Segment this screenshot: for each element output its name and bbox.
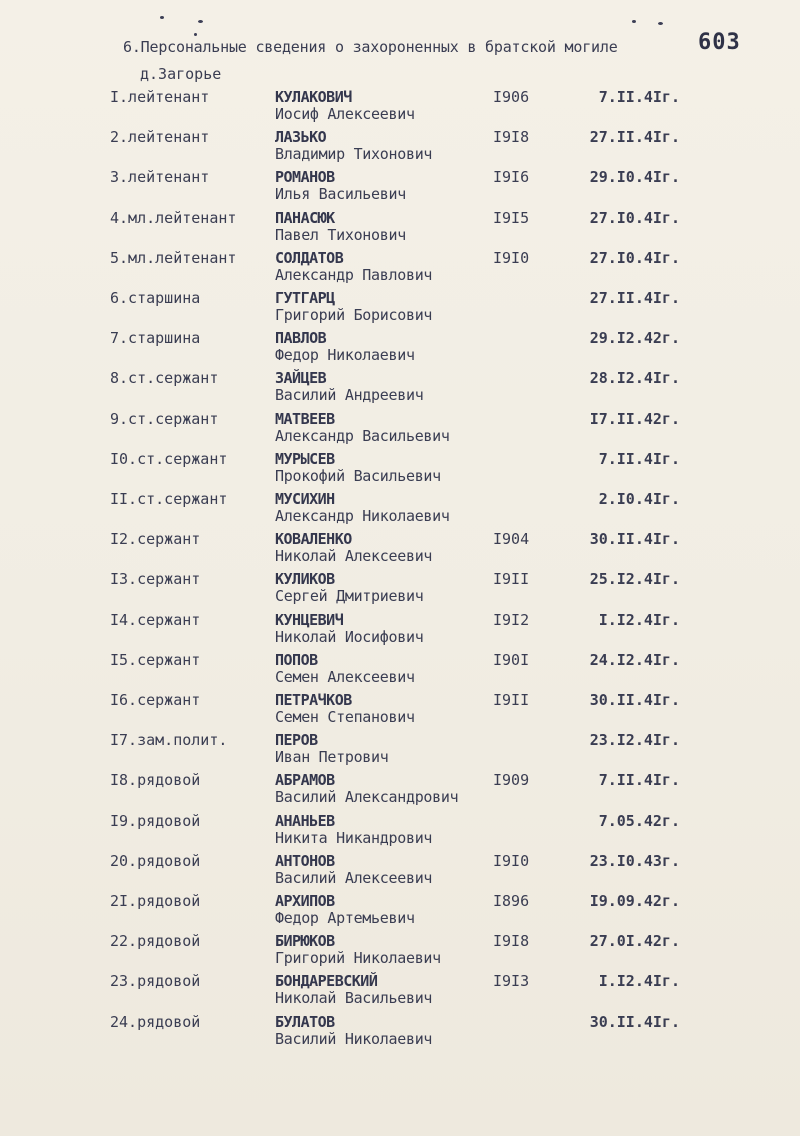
list-item (0, 731, 800, 771)
page-number: 603 (698, 30, 741, 55)
death-date-text: 7.II.4Iг. (598, 449, 680, 468)
death-date-text: 30.II.4Iг. (589, 530, 680, 549)
rank-text: 8.ст.сержант (110, 369, 219, 388)
list-item (0, 972, 800, 1012)
surname-text: СОЛДАТОВ (275, 248, 344, 267)
given-name-text: Василий Андреевич (275, 386, 424, 405)
rank-text: I9.рядовой (110, 811, 201, 830)
rank-text: I2.сержант (110, 530, 201, 549)
birth-year-text: I9I8 (493, 932, 530, 951)
rank-text: I8.рядовой (110, 771, 201, 790)
death-date-text: 2.I0.4Iг. (598, 490, 680, 508)
surname-text: АНАНЬЕВ (275, 811, 335, 830)
birth-year-text: I9I6 (493, 168, 530, 187)
surname-text: ПОПОВ (275, 650, 318, 669)
surname-text: БУЛАТОВ (275, 1012, 335, 1031)
death-date-text: 30.II.4Iг. (589, 691, 680, 709)
surname-text: МАТВЕЕВ (275, 409, 335, 428)
rank-text: 5.мл.лейтенант (110, 248, 237, 267)
surname-text: ГУТГАРЦ (275, 289, 335, 307)
surname-text: ПАНАСЮК (275, 208, 335, 227)
death-date-text: 25.I2.4Iг. (589, 570, 680, 589)
given-name-text: Семен Алексеевич (275, 667, 415, 686)
given-name-text: Николай Иосифович (275, 627, 424, 646)
rank-text: 2.лейтенант (110, 128, 210, 147)
list-item (0, 932, 800, 972)
birth-year-text: I90I (493, 650, 530, 669)
surname-text: АНТОНОВ (275, 851, 335, 870)
given-name-text: Семен Степанович (275, 708, 415, 726)
death-date-text: 27.I0.4Iг. (589, 248, 680, 267)
list-item (0, 691, 800, 731)
birth-year-text: I896 (493, 892, 530, 910)
rank-text: I0.ст.сержант (110, 449, 228, 468)
death-date-text: 24.I2.4Iг. (589, 650, 680, 669)
given-name-text: Никита Никандрович (275, 828, 433, 847)
surname-text: МУСИХИН (275, 490, 335, 508)
death-date-text: 27.II.4Iг. (589, 289, 680, 307)
given-name-text: Николай Алексеевич (275, 547, 433, 566)
list-item (0, 369, 800, 409)
surname-text: КОВАЛЕНКО (275, 530, 352, 549)
death-date-text: 30.II.4Iг. (589, 1012, 680, 1031)
list-item (0, 490, 800, 530)
surname-text: ПЕТРАЧКОВ (275, 691, 352, 709)
rank-text: 4.мл.лейтенант (110, 208, 237, 227)
rank-text: I.лейтенант (110, 88, 210, 106)
given-name-text: Александр Николаевич (275, 507, 450, 525)
list-item (0, 1013, 800, 1053)
surname-text: КУНЦЕВИЧ (275, 610, 344, 629)
given-name-text: Григорий Борисович (275, 306, 433, 324)
birth-year-text: I904 (493, 530, 530, 549)
given-name-text: Василий Алексеевич (275, 868, 433, 887)
rank-text: 7.старшина (110, 329, 201, 348)
section-heading: 6.Персональные сведения о захороненных в братской могиле (123, 38, 618, 56)
list-item (0, 852, 800, 892)
surname-text: КУЛИКОВ (275, 570, 335, 589)
list-item (0, 88, 800, 128)
surname-text: АБРАМОВ (275, 771, 335, 790)
rank-text: I6.сержант (110, 691, 201, 709)
list-item (0, 249, 800, 289)
given-name-text: Александр Павлович (275, 265, 433, 284)
given-name-text: Федор Николаевич (275, 346, 415, 365)
death-date-text: 7.II.4Iг. (598, 88, 680, 106)
death-date-text: 27.I0.4Iг. (589, 208, 680, 227)
list-item (0, 410, 800, 450)
given-name-text: Василий Александрович (275, 788, 459, 807)
given-name-text: Федор Артемьевич (275, 909, 415, 927)
given-name-text: Иван Петрович (275, 748, 389, 767)
list-item (0, 530, 800, 570)
surname-text: ПЕРОВ (275, 731, 318, 750)
given-name-text: Прокофий Васильевич (275, 466, 441, 485)
list-item (0, 450, 800, 490)
list-item (0, 128, 800, 168)
given-name-text: Илья Васильевич (275, 185, 406, 204)
rank-text: 6.старшина (110, 289, 201, 307)
death-date-text: I7.II.42г. (589, 409, 680, 428)
surname-text: АРХИПОВ (275, 892, 335, 910)
given-name-text: Николай Васильевич (275, 989, 433, 1008)
list-item (0, 812, 800, 852)
rank-text: 20.рядовой (110, 851, 201, 870)
surname-text: БОНДАРЕВСКИЙ (275, 972, 378, 991)
birth-year-text: I9II (493, 570, 530, 589)
rank-text: I5.сержант (110, 650, 201, 669)
surname-text: ПАВЛОВ (275, 329, 327, 348)
death-date-text: 29.I0.4Iг. (589, 168, 680, 187)
list-item (0, 771, 800, 811)
rank-text: 23.рядовой (110, 972, 201, 991)
given-name-text: Павел Тихонович (275, 225, 406, 244)
death-date-text: 23.I2.4Iг. (589, 731, 680, 750)
list-item (0, 611, 800, 651)
death-date-text: 27.0I.42г. (589, 932, 680, 951)
list-item (0, 289, 800, 329)
rank-text: 2I.рядовой (110, 892, 201, 910)
rank-text: I4.сержант (110, 610, 201, 629)
death-date-text: I.I2.4Iг. (598, 610, 680, 629)
list-item (0, 570, 800, 610)
given-name-text: Владимир Тихонович (275, 145, 433, 164)
death-date-text: 28.I2.4Iг. (589, 369, 680, 388)
death-date-text: 7.05.42г. (598, 811, 680, 830)
birth-year-text: I9II (493, 691, 530, 709)
rank-text: II.ст.сержант (110, 490, 228, 508)
surname-text: ЗАЙЦЕВ (275, 369, 327, 388)
birth-year-text: I9I2 (493, 610, 530, 629)
rank-text: I7.зам.полит. (110, 731, 228, 750)
surname-text: РОМАНОВ (275, 168, 335, 187)
surname-text: КУЛАКОВИЧ (275, 88, 352, 106)
death-date-text: 7.II.4Iг. (598, 771, 680, 790)
rank-text: I3.сержант (110, 570, 201, 589)
birth-year-text: I9I5 (493, 208, 530, 227)
death-date-text: 23.I0.43г. (589, 851, 680, 870)
surname-text: ЛАЗЬКО (275, 128, 327, 147)
birth-year-text: I9I3 (493, 972, 530, 991)
list-item (0, 209, 800, 249)
birth-year-text: I9I0 (493, 851, 530, 870)
birth-year-text: I906 (493, 88, 530, 106)
burial-location: д.Загорье (140, 65, 222, 83)
death-date-text: I.I2.4Iг. (598, 972, 680, 991)
given-name-text: Василий Николаевич (275, 1029, 433, 1048)
birth-year-text: I909 (493, 771, 530, 790)
birth-year-text: I9I8 (493, 128, 530, 147)
death-date-text: 29.I2.42г. (589, 329, 680, 348)
list-item (0, 651, 800, 691)
rank-text: 22.рядовой (110, 932, 201, 951)
list-item (0, 168, 800, 208)
given-name-text: Иосиф Алексеевич (275, 105, 415, 123)
surname-text: БИРЮКОВ (275, 932, 335, 951)
death-date-text: 27.II.4Iг. (589, 128, 680, 147)
surname-text: МУРЫСЕВ (275, 449, 335, 468)
given-name-text: Григорий Николаевич (275, 949, 441, 968)
death-date-text: I9.09.42г. (589, 892, 680, 910)
rank-text: 24.рядовой (110, 1012, 201, 1031)
rank-text: 3.лейтенант (110, 168, 210, 187)
list-item (0, 329, 800, 369)
rank-text: 9.ст.сержант (110, 409, 219, 428)
given-name-text: Александр Васильевич (275, 426, 450, 445)
given-name-text: Сергей Дмитриевич (275, 587, 424, 606)
list-item (0, 892, 800, 932)
birth-year-text: I9I0 (493, 248, 530, 267)
